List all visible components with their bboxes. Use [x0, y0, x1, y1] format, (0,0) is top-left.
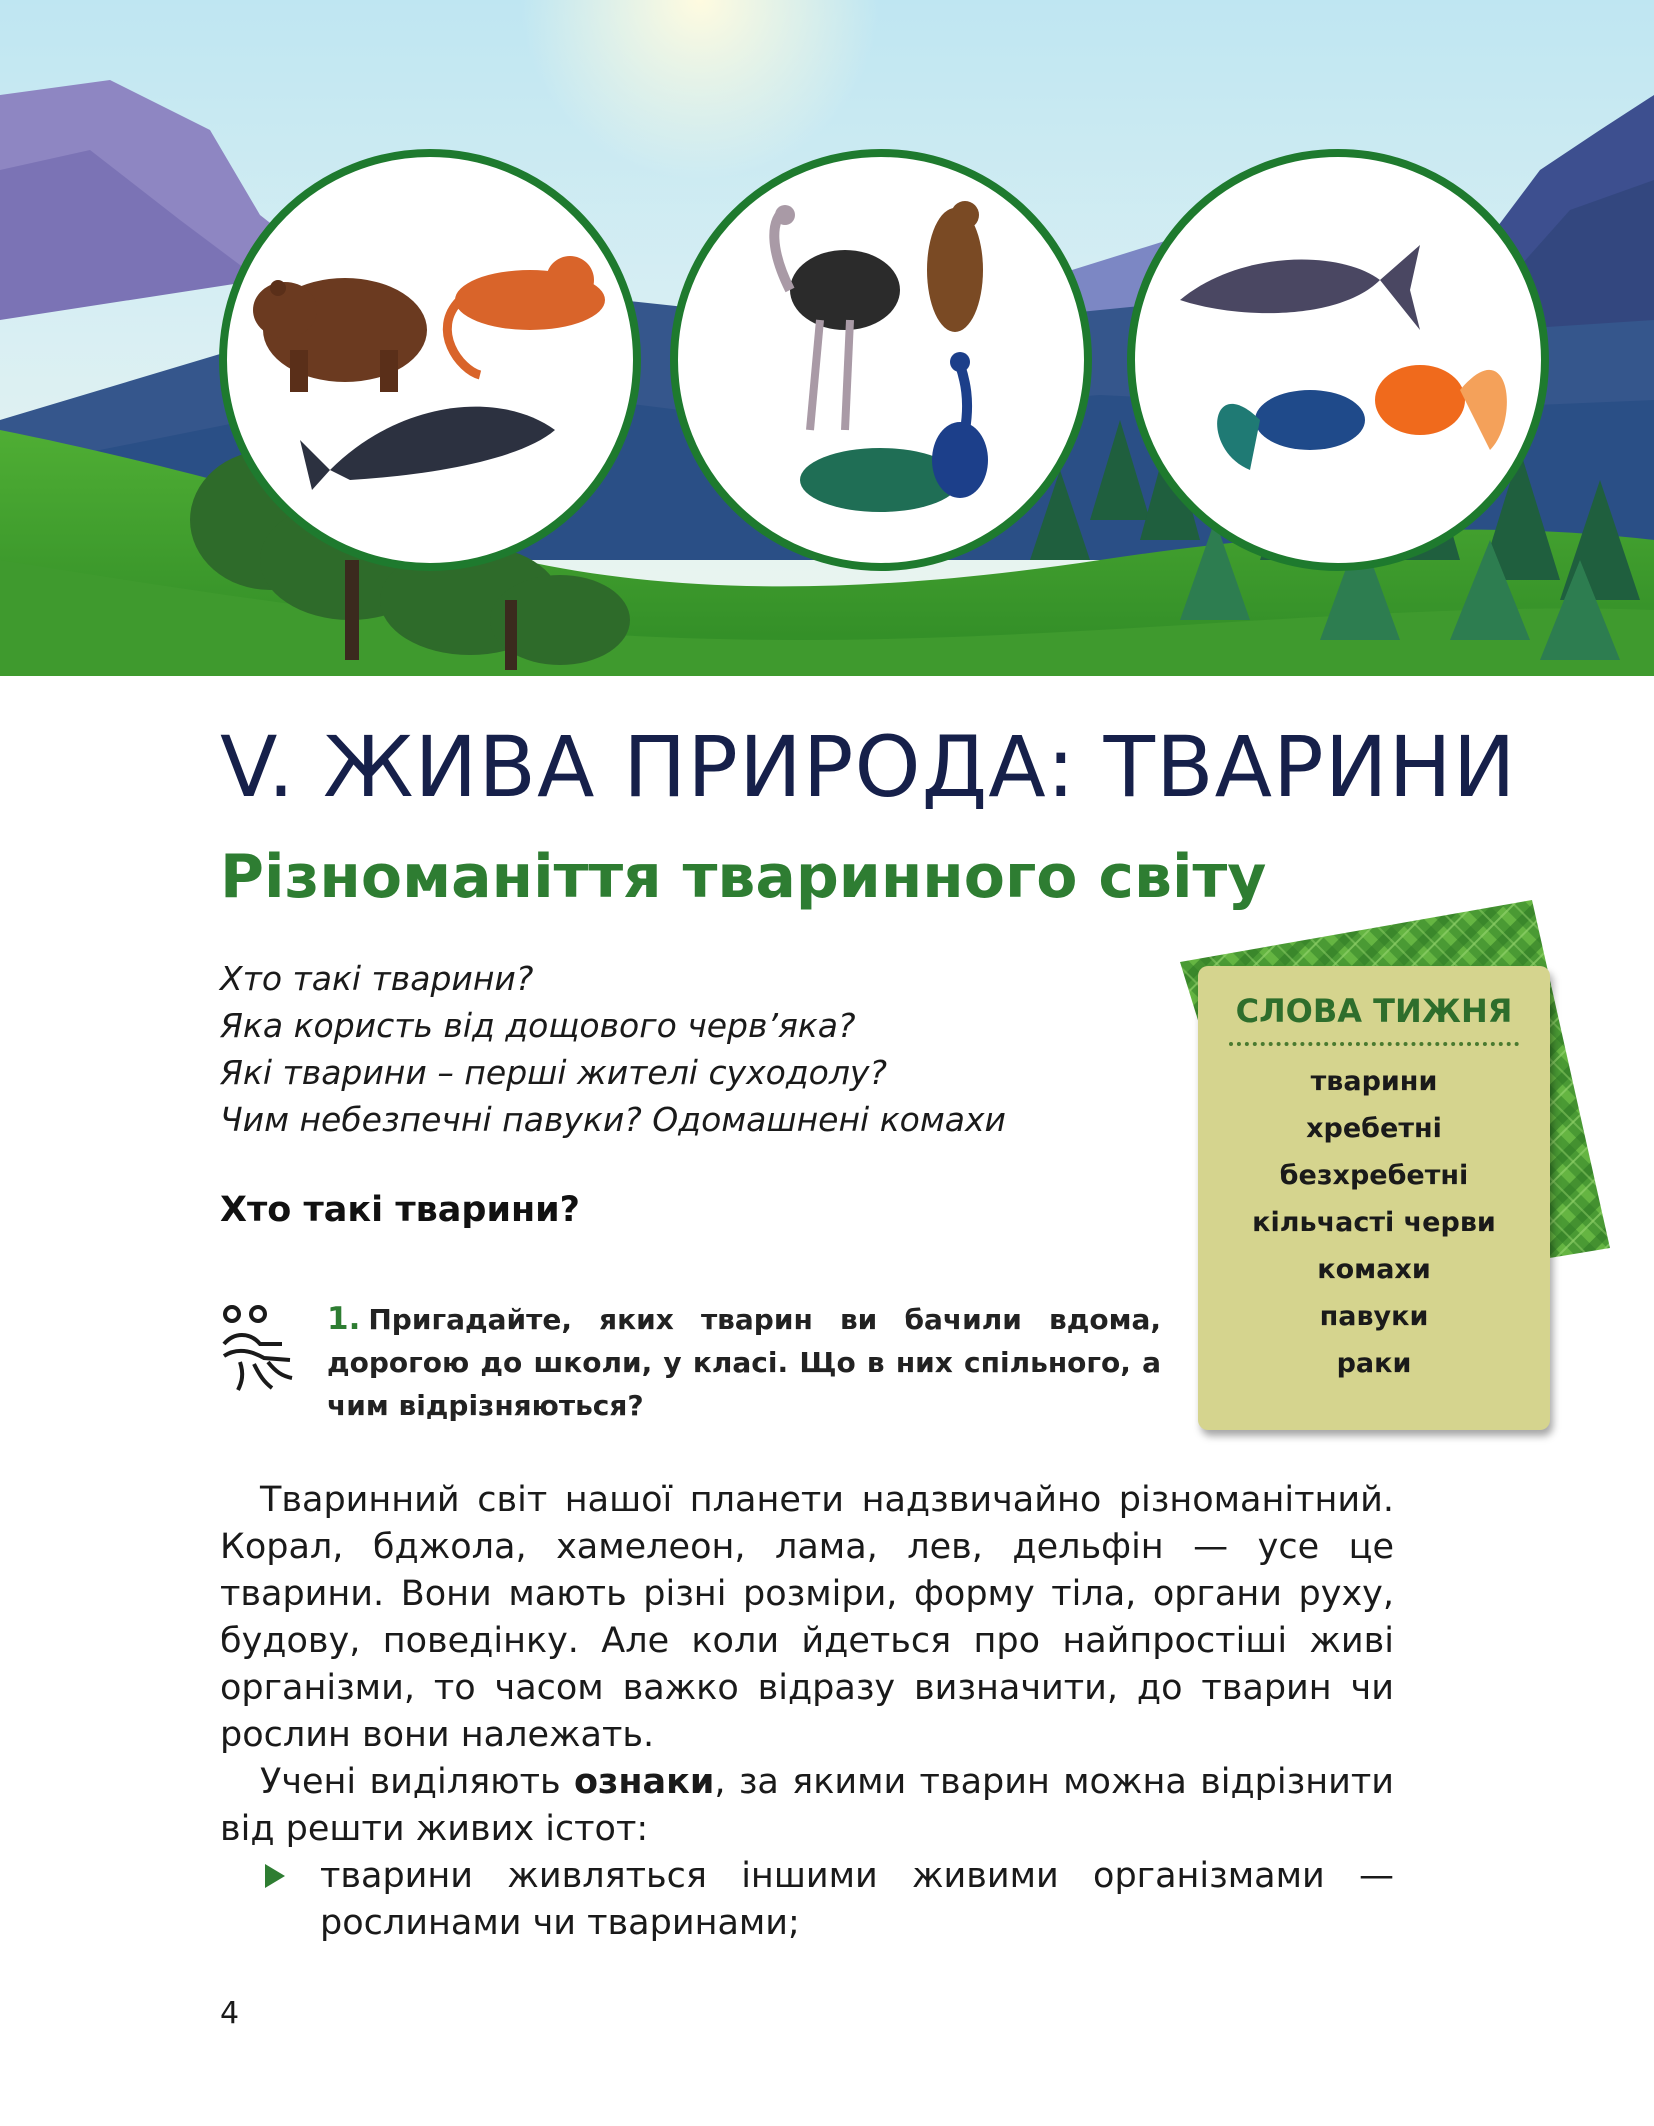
lesson-questions [220, 955, 1120, 1143]
body-text [220, 1477, 1394, 1947]
question-item: Які тварини – перші жителі суходолу? [220, 1053, 887, 1092]
words-of-week-title: СЛОВА ТИЖНЯ [1235, 992, 1513, 1030]
discussion-icon [220, 1304, 300, 1394]
words-of-week-card [1180, 900, 1610, 1430]
chapter-title: V. ЖИВА ПРИРОДА: ТВАРИНИ [220, 718, 1517, 816]
word-item: павуки [1319, 1301, 1429, 1332]
question-item: Хто такі тварини? [220, 959, 534, 998]
word-item: хребетні [1306, 1113, 1442, 1144]
paragraph-2 [220, 1759, 1394, 1853]
word-item: кільчасті черви [1252, 1207, 1496, 1238]
task-number: 1. [327, 1301, 361, 1337]
key-term: ознаки [573, 1762, 715, 1802]
question-item: Чим небезпечні павуки? Одомашнені комахи [220, 1100, 1006, 1139]
bullet-item [220, 1853, 1394, 1947]
words-of-week-panel [1198, 966, 1550, 1430]
paragraph-1: Тваринний світ нашої планети надзвичайно різноманітний. Корал, бджола, хамелеон, лама, лев, дельфін — усе це тварини. Вони мають різні розміри, форму тіла, органи руху, будову, поведінку. Але коли йдеться про найпростіші живі організми, то часом важко відразу визначити, до тварин чи рослин вони належать. [220, 1480, 1394, 1755]
section-title: Різноманіття тваринного світу [220, 842, 1267, 912]
task-1 [327, 1298, 1161, 1427]
task-text: Пригадайте, яких тварин ви бачили вдома, дорогою до школи, у класі. Що в них спільного, а чим відрізняються? [327, 1303, 1161, 1422]
subheading: Хто такі тварини? [220, 1190, 580, 1230]
words-of-week-list [1198, 1058, 1550, 1387]
word-item: комахи [1317, 1254, 1431, 1285]
word-item: раки [1336, 1348, 1412, 1379]
paragraph-2-end: , за якими тварин можна відрізнити від решти живих істот: [220, 1762, 1394, 1849]
word-item: тварини [1310, 1066, 1438, 1097]
paragraph-2-start: Учені виділяють [260, 1762, 574, 1802]
bullet-text: тварини живляться іншими живими організмами — рослинами чи тваринами; [320, 1856, 1394, 1943]
header-banner [0, 0, 1654, 676]
bullet-arrow-icon [265, 1864, 285, 1888]
dotted-divider [1229, 1042, 1519, 1046]
question-item: Яка користь від дощового черв’яка? [220, 1006, 856, 1045]
word-item: безхребетні [1279, 1160, 1469, 1191]
page-number: 4 [220, 1996, 240, 2031]
